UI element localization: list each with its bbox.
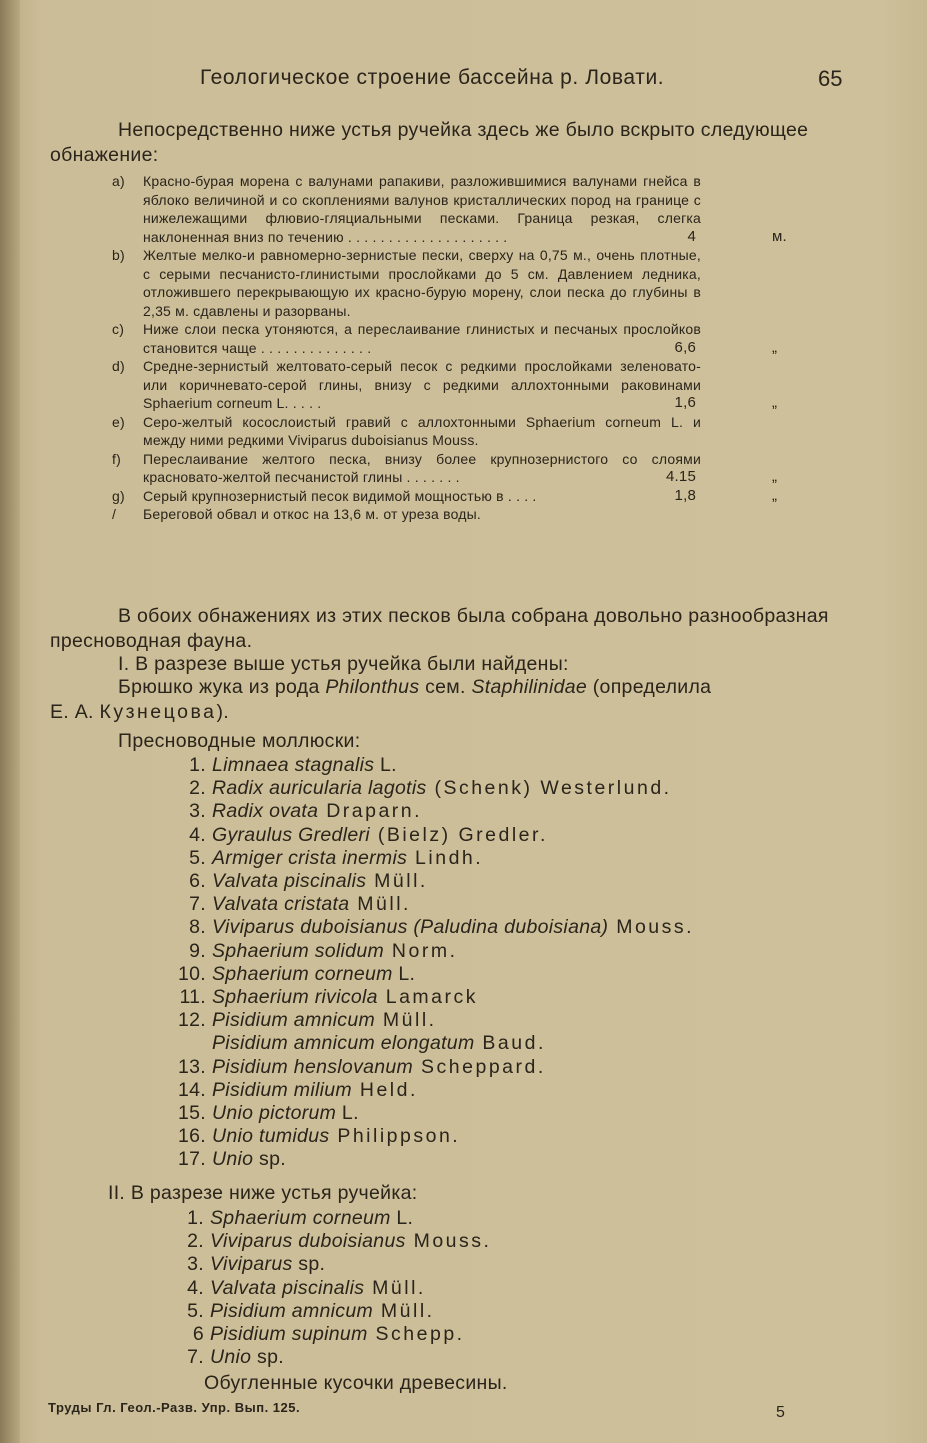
- species-author: L.: [392, 962, 416, 985]
- species-item: [160, 1056, 694, 1079]
- paragraph-fauna-text: В обоих обнажениях из этих песков была собрана довольно разнообразная пресноводная фауна.: [50, 605, 829, 652]
- layer-description: Красно-бурая морена с валунами рапакиви, разложившимися валунами гнейса в яблоко величиной и со скоплениями валунов кристаллических пород на границе с нижележащими флювио-гляциальными песками. Граница резкая, слегка наклоненная вниз по течению . . . . . . . . . . . . . . . . . . . .: [143, 173, 701, 245]
- layer-unit: „: [772, 468, 778, 485]
- species-number: 6: [192, 1323, 204, 1346]
- layer-row: [112, 172, 792, 246]
- species-number: 5.: [189, 846, 206, 869]
- layer-description: Ниже слои песка утоняются, а переслаивание глинистых и песчаных прослойков становится чаще . . . . . . . . . . . . . .: [143, 321, 701, 356]
- species-item: [160, 916, 694, 939]
- species-author: sp.: [251, 1346, 284, 1369]
- layer-row: [112, 320, 792, 357]
- species-author: Lindh.: [407, 846, 484, 869]
- layer-unit: м.: [772, 227, 787, 245]
- species-item: [160, 963, 694, 986]
- species-item: [160, 754, 694, 777]
- species-name: Unio: [210, 1346, 252, 1369]
- section-layers: [112, 172, 792, 524]
- species-item: [160, 777, 694, 800]
- species-number: 13.: [177, 1055, 206, 1078]
- species-item: [160, 1032, 694, 1055]
- species-author: Müll.: [375, 1009, 437, 1032]
- species-number: 2.: [189, 777, 206, 800]
- species-name: Unio: [212, 1148, 254, 1171]
- species-author: Baud.: [474, 1032, 546, 1055]
- layer-label: f): [112, 450, 121, 467]
- layer-label: c): [112, 321, 125, 337]
- layer-thickness: 4: [687, 227, 696, 245]
- layer-thickness: 6,6: [674, 338, 696, 356]
- species-number: 3.: [189, 800, 206, 823]
- species-number: 8.: [189, 916, 206, 939]
- species-author: Held.: [351, 1078, 418, 1101]
- layer-row: [112, 357, 792, 413]
- species-name: Pisidium amnicum: [212, 1009, 376, 1032]
- species-number: 7.: [189, 893, 206, 916]
- species-number: 6.: [189, 870, 206, 893]
- species-name: Sphaerium corneum: [212, 962, 393, 985]
- species-item: [160, 1277, 491, 1300]
- species-number: 1.: [189, 754, 206, 776]
- species-name: Pisidium henslovanum: [212, 1055, 414, 1078]
- species-number: 14.: [177, 1078, 206, 1101]
- layer-row: [112, 413, 792, 450]
- molluscs-heading-text: Пресноводные моллюски:: [118, 730, 361, 752]
- species-number: 16.: [177, 1125, 206, 1148]
- species-name: Radix ovata: [212, 800, 319, 823]
- species-item: [160, 986, 694, 1009]
- layer-thickness: 1,6: [674, 394, 696, 411]
- species-name: Unio tumidus: [212, 1125, 330, 1148]
- beetle-text-a: Брюшко жука из рода: [118, 676, 326, 698]
- running-title: Геологическое строение бассейна р. Ловати.: [200, 66, 665, 89]
- beetle-text-c: (определила: [587, 676, 712, 698]
- layer-label: b): [112, 247, 125, 263]
- beetle-genus: Philonthus: [325, 676, 420, 698]
- species-name: Armiger crista inermis: [212, 846, 408, 869]
- species-author: Norm.: [384, 939, 458, 962]
- species-name: Pisidium supinum: [210, 1323, 368, 1346]
- species-number: 5.: [187, 1299, 204, 1322]
- species-number: 3.: [187, 1253, 204, 1276]
- layer-description: Береговой обвал и откос на 13,6 м. от уреза воды.: [143, 506, 482, 522]
- species-author: Müll.: [364, 1276, 426, 1299]
- footer-series: Труды Гл. Геол.-Разв. Упр. Вып. 125.: [48, 1400, 301, 1415]
- beetle-author: Кузнецова: [99, 701, 217, 723]
- layer-label: /: [112, 506, 117, 522]
- species-name: Radix auricularia lagotis: [212, 777, 427, 800]
- species-item: [160, 1148, 694, 1171]
- species-name: Pisidium milium: [212, 1078, 352, 1101]
- charcoal-note-text: Обугленные кусочки древесины.: [204, 1372, 508, 1394]
- species-number: 17.: [177, 1148, 206, 1171]
- species-item: [160, 1323, 491, 1346]
- species-number: 2.: [187, 1230, 204, 1253]
- layer-description: Серый крупнозернистый песок видимой мощностью в . . . .: [143, 487, 537, 504]
- layer-description: Переслаивание желтого песка, внизу более крупнозернистого со слоями красновато-желтой песчанистой глины . . . . . . .: [143, 450, 701, 485]
- species-item: [160, 893, 694, 916]
- beetle-text-e: ).: [216, 701, 229, 723]
- species-name: Valvata piscinalis: [210, 1276, 365, 1299]
- species-item: [160, 1009, 694, 1032]
- species-name: Pisidium amnicum elongatum: [212, 1032, 475, 1055]
- species-author: sp.: [253, 1148, 286, 1171]
- layer-unit: „: [772, 486, 778, 504]
- layer-description: Желтые мелко-и равномерно-зернистые пески, сверху на 0,75 м., очень плотные, с серыми песчанисто-глинистыми прослойками до 5 см. Давлением ледника, отложившего перекрывающую их красно-бурую морену, слои песка до глубины в 2,35 м. сдавлены и разорваны.: [143, 247, 701, 319]
- species-item: [160, 1102, 694, 1125]
- molluscs-heading: [50, 729, 840, 754]
- species-author: Schepp.: [367, 1323, 465, 1346]
- species-item: [160, 800, 694, 823]
- species-item: [160, 1207, 491, 1230]
- species-name: Sphaerium rivicola: [212, 986, 378, 1009]
- section-1-heading: [50, 652, 840, 677]
- species-number: 11.: [179, 986, 206, 1009]
- species-author: (Bielz) Gredler.: [369, 823, 548, 846]
- species-number: 7.: [187, 1346, 204, 1369]
- species-number: 1.: [187, 1207, 204, 1229]
- species-name: Limnaea stagnalis: [212, 754, 375, 776]
- species-author: L.: [374, 754, 397, 776]
- species-item: [160, 1079, 694, 1102]
- layer-thickness: 1,8: [674, 486, 696, 504]
- species-author: Mouss.: [608, 916, 695, 939]
- species-name: Pisidium amnicum: [210, 1299, 374, 1322]
- species-author: L.: [390, 1207, 414, 1229]
- species-list-1: [160, 754, 694, 1172]
- layer-description: Серо-желтый косослоистый гравий с аллохтонными Sphaerium corneum L. и между ними редкими Viviparus duboisianus Mouss.: [143, 413, 701, 448]
- section-1-heading-text: I. В разрезе выше устья ручейка были найдены:: [118, 653, 569, 675]
- species-item: [160, 1230, 491, 1253]
- species-item: [160, 847, 694, 870]
- layer-thickness: 4.15: [666, 468, 696, 485]
- species-name: Valvata cristata: [212, 893, 350, 916]
- species-item: [160, 1125, 694, 1148]
- species-author: L.: [336, 1102, 359, 1125]
- layer-label: а): [112, 173, 125, 189]
- species-author: Scheppard.: [413, 1055, 546, 1078]
- section-2-heading-text: II. В разрезе ниже устья ручейка:: [108, 1182, 418, 1204]
- species-item: [160, 1346, 491, 1369]
- page-number: 65: [818, 66, 843, 91]
- layer-row: [112, 505, 792, 524]
- species-item: [160, 870, 694, 893]
- layer-row: [112, 246, 792, 320]
- section-2-heading: [108, 1181, 898, 1206]
- species-author: Müll.: [373, 1299, 435, 1322]
- species-author: Philippson.: [329, 1125, 461, 1148]
- species-author: Müll.: [349, 893, 411, 916]
- species-item: [160, 1300, 491, 1323]
- layer-label: g): [112, 487, 125, 504]
- species-author: sp.: [292, 1253, 326, 1276]
- species-name: Valvata piscinalis: [212, 870, 367, 893]
- beetle-paragraph: [50, 675, 840, 725]
- beetle-text-b: сем.: [419, 676, 472, 698]
- species-number: 10.: [177, 962, 206, 985]
- charcoal-note: [204, 1371, 927, 1396]
- footer-signature: 5: [776, 1404, 785, 1421]
- species-number: 4.: [187, 1276, 204, 1299]
- species-author: Müll.: [366, 870, 428, 893]
- layer-row: [112, 487, 792, 506]
- species-author: (Schenk) Westerlund.: [426, 777, 672, 800]
- species-author: Draparn.: [318, 800, 423, 823]
- species-author: Mouss.: [405, 1230, 492, 1253]
- species-name: Sphaerium corneum: [210, 1207, 391, 1229]
- species-number: 4.: [189, 823, 206, 846]
- beetle-family: Staphilinidae: [471, 676, 588, 698]
- layer-label: d): [112, 358, 125, 374]
- species-name: Viviparus duboisianus (Paludina duboisiana): [212, 916, 609, 939]
- layer-unit: „: [772, 338, 778, 356]
- intro-paragraph: [50, 118, 850, 168]
- species-name: Viviparus duboisianus: [210, 1230, 406, 1253]
- species-number: 9.: [189, 939, 206, 962]
- species-number: 12.: [177, 1009, 206, 1032]
- layer-label: e): [112, 413, 125, 430]
- species-author: Lamarck: [377, 986, 479, 1009]
- species-name: Unio pictorum: [212, 1102, 337, 1125]
- species-list-2: [160, 1207, 491, 1369]
- species-name: Gyraulus Gredleri: [212, 823, 370, 846]
- layer-unit: „: [772, 394, 778, 411]
- layer-row: [112, 450, 792, 487]
- species-number: 15.: [177, 1102, 206, 1125]
- species-name: Sphaerium solidum: [212, 939, 385, 962]
- species-item: [160, 1253, 491, 1276]
- species-item: [160, 940, 694, 963]
- species-item: [160, 824, 694, 847]
- paragraph-fauna: [50, 604, 840, 654]
- layer-description: Средне-зернистый желтовато-серый песок с редкими прослойками зеленовато- или коричневато-серой глины, внизу с редкими аллохтонными раковинами Sphaerium corneum L. . . . .: [143, 358, 701, 411]
- species-name: Viviparus: [210, 1253, 293, 1276]
- beetle-text-d: Е. А.: [50, 701, 100, 723]
- intro-text: Непосредственно ниже устья ручейка здесь же было вскрыто следующее обнажение:: [50, 119, 809, 166]
